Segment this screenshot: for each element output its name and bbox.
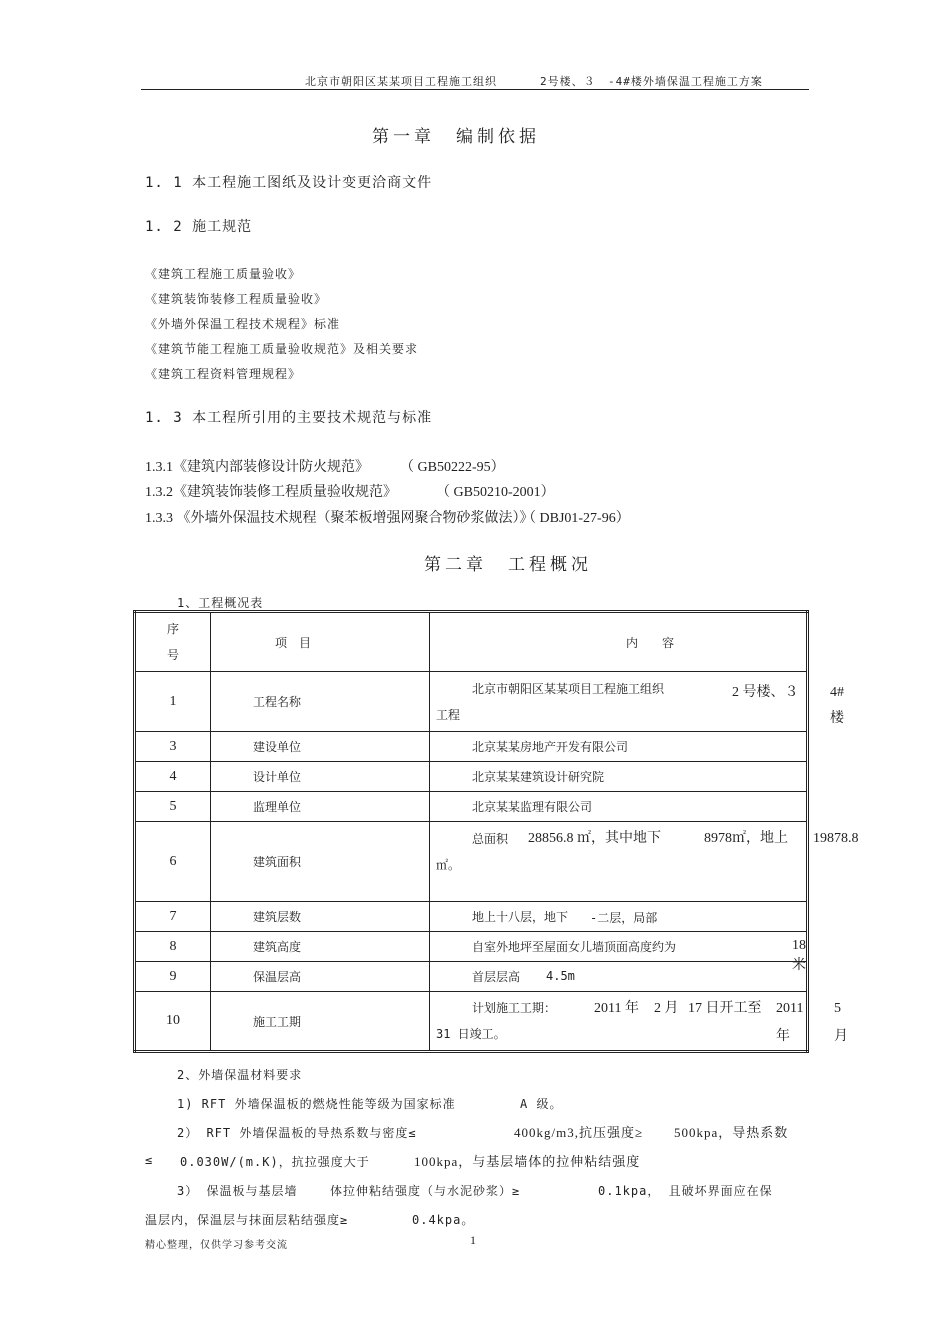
row-no: 3 <box>135 732 211 762</box>
para-text: 0.030W/(m.K)，抗拉强度大于 <box>180 1155 370 1169</box>
row-content-text: 2 月 <box>654 1001 679 1016</box>
row-no: 5 <box>135 792 211 822</box>
row-content-text: 19878.8 <box>813 831 859 846</box>
ref-name: 1.3.2《建筑装饰装修工程质量验收规范》 <box>145 485 397 500</box>
table-row <box>135 792 808 822</box>
row-content-text: 自室外地坪至屋面女儿墙顶面高度约为 <box>472 940 677 954</box>
row-content-text: 5 月 <box>834 1001 848 1044</box>
row-content <box>430 962 808 992</box>
row-content-text: 地上十八层，地下 <box>472 910 569 924</box>
section-1-1: 1. 1 本工程施工图纸及设计变更洽商文件 <box>145 175 433 191</box>
header-content-text: 内 容 <box>626 635 675 650</box>
table-row <box>135 822 808 902</box>
footer-note: 精心整理，仅供学习参考交流 <box>145 1240 288 1251</box>
spec-item: 《建筑工程资料管理规程》 <box>145 367 302 381</box>
chapter1-title: 第一章 编制依据 <box>372 127 540 147</box>
para-text: 1) RFT 外墙保温板的燃烧性能等级为国家标准 <box>177 1097 456 1111</box>
para-text: 500kpa，导热系数 <box>674 1125 789 1140</box>
header-mid: 2号楼、３ <box>540 75 596 88</box>
row-item: 建筑面积 <box>211 822 430 902</box>
chapter2-title: 第二章 工程概况 <box>424 555 592 575</box>
row-item: 监理单位 <box>211 792 430 822</box>
para-text: 400kg/m3,抗压强度≥ <box>514 1125 644 1140</box>
ref-code: （ GB50210-2001） <box>436 485 555 500</box>
table-row <box>135 732 808 762</box>
row-content-text: 4.5m <box>546 969 575 983</box>
row-no: 8 <box>135 932 211 962</box>
table-row <box>135 672 808 732</box>
project-overview-table <box>133 610 859 1053</box>
ref-code: （ GB50222-95） <box>400 460 505 475</box>
row-item: 建筑高度 <box>211 932 430 962</box>
row-item: 建筑层数 <box>211 902 430 932</box>
table-row <box>135 962 808 992</box>
row-content: 北京某某建筑设计研究院 <box>430 762 808 792</box>
row-content-line2: 31 日竣工。 <box>436 1027 506 1041</box>
row-content-text: 2011 年 <box>776 1001 804 1044</box>
row-content-line2: 工程 <box>436 707 461 722</box>
table-row <box>135 992 808 1052</box>
table-header-row <box>135 612 808 672</box>
row-content <box>430 822 859 902</box>
row-content-text: 18 米 <box>792 938 806 973</box>
row-content-text: 17 日开工至 <box>688 1001 762 1016</box>
row-content-text: 总面积 <box>472 832 509 846</box>
row-item: 保温层高 <box>211 962 430 992</box>
row-no: 7 <box>135 902 211 932</box>
row-no: 6 <box>135 822 211 902</box>
row-content-text: 计划施工工期： <box>472 1001 557 1015</box>
para-text: 体拉伸粘结强度（与水泥砂浆）≥ <box>330 1184 521 1198</box>
row-no: 9 <box>135 962 211 992</box>
header-no-text: 序号 <box>166 622 179 662</box>
row-content-line2: ㎡。 <box>436 858 461 872</box>
row-content <box>430 672 844 732</box>
para-text: 0.1kpa， 且破坏界面应在保 <box>598 1184 773 1198</box>
header-rule <box>141 89 809 90</box>
para-text: ≤ <box>145 1153 154 1167</box>
ref-code: （ DBJ01-27-96） <box>522 511 630 526</box>
row-content-text: 2011 年 <box>594 1001 639 1016</box>
para-text: 0.4kpa。 <box>412 1213 475 1227</box>
para-text: 100kpa，与基层墙体的拉伸粘结强度 <box>414 1154 641 1169</box>
spec-item: 《建筑工程施工质量验收》 <box>145 267 302 281</box>
row-content <box>430 902 808 932</box>
spec-item: 《外墙外保温工程技术规程》标准 <box>145 317 341 331</box>
materials-heading: 2、外墙保温材料要求 <box>177 1068 303 1082</box>
para-text: A 级。 <box>520 1097 563 1111</box>
row-content-text: -二层，局部 <box>590 911 658 925</box>
row-item: 工程名称 <box>211 672 430 732</box>
page-number: 1 <box>470 1233 476 1247</box>
row-content-text: 首层层高 <box>472 970 521 984</box>
spec-item: 《建筑节能工程施工质量验收规范》及相关要求 <box>145 342 419 356</box>
section-1-3: 1. 3 本工程所引用的主要技术规范与标准 <box>145 410 433 426</box>
table-row <box>135 762 808 792</box>
para-text: 2） RFT 外墙保温板的导热系数与密度≤ <box>177 1126 417 1140</box>
ref-name: 1.3.1《建筑内部装修设计防火规范》 <box>145 460 369 475</box>
header-right: -4#楼外墙保温工程施工方案 <box>608 75 763 88</box>
row-no: 1 <box>135 672 211 732</box>
row-content: 北京某某房地产开发有限公司 <box>430 732 808 762</box>
row-content <box>430 992 848 1052</box>
header-no <box>135 612 211 672</box>
header-content <box>430 612 808 672</box>
table-row <box>135 902 808 932</box>
table-row <box>135 932 808 962</box>
row-no: 4 <box>135 762 211 792</box>
row-item: 设计单位 <box>211 762 430 792</box>
row-content <box>430 932 808 973</box>
para-text: 3） 保温板与基层墙 <box>177 1184 298 1198</box>
row-item: 施工工期 <box>211 992 430 1052</box>
row-content: 北京某某监理有限公司 <box>430 792 808 822</box>
row-item: 建设单位 <box>211 732 430 762</box>
spec-item: 《建筑装饰装修工程质量验收》 <box>145 292 328 306</box>
row-content-text: 4#楼 <box>830 685 844 726</box>
row-content-text: 8978㎡，地上 <box>704 831 788 846</box>
ref-name: 1.3.3 《外墙外保温技术规程（聚苯板增强网聚合物砂浆做法）》 <box>145 511 534 526</box>
section-1-2: 1. 2 施工规范 <box>145 219 253 235</box>
header-item-text: 项 目 <box>275 635 312 650</box>
row-content-text: 28856.8 ㎡，其中地下 <box>528 831 661 846</box>
header-item <box>211 612 430 672</box>
row-content-text: 北京市朝阳区某某项目工程施工组织 <box>472 681 665 696</box>
row-no: 10 <box>135 992 211 1052</box>
header-left: 北京市朝阳区某某项目工程施工组织 <box>305 75 497 88</box>
para-text: 温层内，保温层与抹面层粘结强度≥ <box>145 1213 349 1227</box>
row-content-text: 2 号楼、３ <box>732 685 799 700</box>
table-caption: 1、工程概况表 <box>177 596 264 610</box>
